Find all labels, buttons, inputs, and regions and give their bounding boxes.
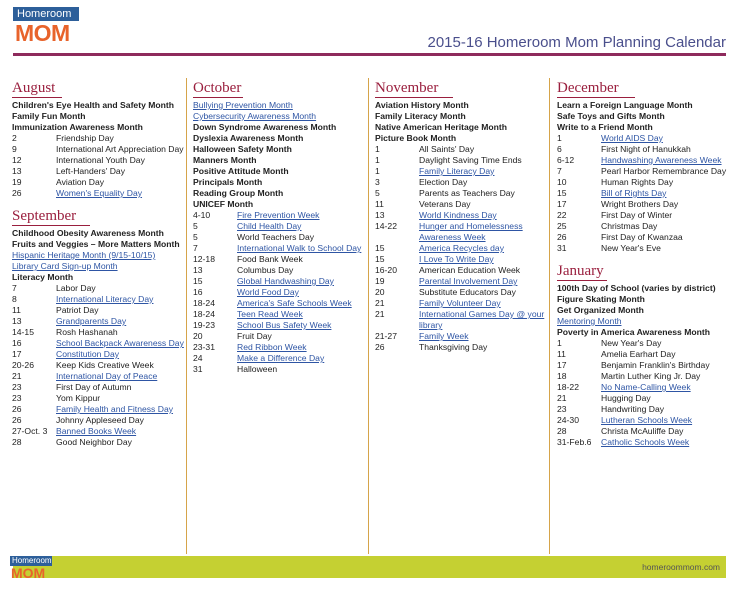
day-date: 27-Oct. 3 [12,426,48,436]
column-divider [368,78,369,554]
day-event-link[interactable]: School Bus Safety Week [237,320,332,330]
day-event: Johnny Appleseed Day [56,415,144,425]
day-row [375,166,551,177]
day-row [557,144,733,155]
day-date: 24 [193,353,203,363]
observance-label: Principals Month [193,177,263,187]
day-row [12,393,188,404]
day-event-link[interactable]: I Love To Write Day [419,254,494,264]
day-row [193,364,369,375]
day-date: 13 [375,210,385,220]
observance-label: UNICEF Month [193,199,254,209]
observance-label: Reading Group Month [193,188,284,198]
day-date: 23 [12,382,22,392]
observance-link[interactable]: Bullying Prevention Month [193,100,293,110]
day-event: Daylight Saving Time Ends [419,155,522,165]
day-date: 26 [557,232,567,242]
month-title: November [375,80,453,98]
section-gap [12,199,188,208]
day-event-link[interactable]: Parental Involvement Day [419,276,518,286]
day-date: 23 [557,404,567,414]
observance-label: Get Organized Month [557,305,644,315]
month-section-november [375,80,551,353]
month-section-december [557,80,733,254]
day-date: 7 [557,166,562,176]
day-event: Yom Kippur [56,393,101,403]
day-event: All Saints' Day [419,144,475,154]
day-event: Aviation Day [56,177,105,187]
day-date: 15 [375,254,385,264]
day-date: 13 [193,265,203,275]
day-date: 19-23 [193,320,215,330]
day-row [557,166,733,177]
day-date: 10 [557,177,567,187]
month-section-january [557,263,733,448]
day-row [193,342,369,353]
day-date: 18-22 [557,382,579,392]
day-row [557,382,733,393]
day-event: Human Rights Day [601,177,674,187]
day-row [193,287,369,298]
footer-url[interactable]: homeroommom.com [642,562,720,572]
month-title: December [557,80,635,98]
day-date: 12 [12,155,22,165]
day-date: 21 [375,309,385,319]
day-date: 15 [375,243,385,253]
day-row [557,133,733,144]
observance-link[interactable]: Cybersecurity Awareness Month [193,111,317,121]
day-event-link[interactable]: School Backpack Awareness Day [56,338,184,348]
day-row [193,243,369,254]
observance-label: Family Fun Month [12,111,86,121]
day-date: 8 [12,294,17,304]
day-event-link[interactable]: International Day of Peace [56,371,158,381]
day-event: International Youth Day [56,155,145,165]
day-event: Fruit Day [237,331,272,341]
observance-label: Native American Heritage Month [375,122,507,132]
day-row [375,221,551,243]
month-section-august [12,80,188,199]
day-row [12,133,188,144]
day-event-link[interactable]: Teen Read Week [237,309,303,319]
day-row [12,360,188,371]
day-date: 1 [557,133,562,143]
day-row [12,294,188,305]
day-row [193,331,369,342]
day-event: New Year's Eve [601,243,661,253]
day-event: First Day of Winter [601,210,673,220]
day-row [557,243,733,254]
day-event: Wright Brothers Day [601,199,679,209]
day-row [375,309,551,331]
day-row [193,353,369,364]
day-date: 20 [375,287,385,297]
day-date: 5 [193,221,198,231]
logo-top-mom: MOM [15,20,70,46]
day-date: 1 [375,166,380,176]
day-date: 21 [557,393,567,403]
observance-label: Picture Book Month [375,133,457,143]
observance-link[interactable]: Hispanic Heritage Month (9/15-10/15) [12,250,156,260]
column-nov [375,80,551,353]
day-event-link[interactable]: Fire Prevention Week [237,210,320,220]
day-event: Christa McAuliffe Day [601,426,684,436]
observance-label: Safe Toys and Gifts Month [557,111,665,121]
day-date: 16 [12,338,22,348]
day-row [557,349,733,360]
day-row [12,382,188,393]
day-row [193,265,369,276]
section-gap [557,254,733,263]
day-row [375,254,551,265]
day-event: Handwriting Day [601,404,665,414]
day-row [557,371,733,382]
day-event-link[interactable]: Red Ribbon Week [237,342,307,352]
day-row [375,188,551,199]
day-row [12,404,188,415]
day-event-link[interactable]: Family Literacy Day [419,166,495,176]
day-row [12,305,188,316]
day-date: 15 [557,188,567,198]
day-row [193,298,369,309]
day-row [12,371,188,382]
day-date: 28 [557,426,567,436]
observance-label: Aviation History Month [375,100,469,110]
day-event: Veterans Day [419,199,471,209]
logo-bottom-mom: MOM [11,565,46,581]
day-event: Halloween [237,364,278,374]
day-date: 1 [375,144,380,154]
day-date: 13 [12,316,22,326]
day-date: 17 [557,360,567,370]
observance-label: Family Literacy Month [375,111,466,121]
day-event-link[interactable]: Hunger and Homelessness Awareness Week [419,221,523,242]
day-event: Rosh Hashanah [56,327,118,337]
day-event-link[interactable]: International Walk to School Day [237,243,362,253]
day-event: Keep Kids Creative Week [56,360,154,370]
day-event: Columbus Day [237,265,294,275]
day-row [193,320,369,331]
observance-label: Halloween Safety Month [193,144,292,154]
day-event: International Art Appreciation Day [56,144,184,154]
observance-label: Fruits and Veggies – More Matters Month [12,239,180,249]
month-title: January [557,263,607,281]
day-date: 12-18 [193,254,215,264]
observance-link[interactable]: Library Card Sign-up Month [12,261,118,271]
day-date: 21-27 [375,331,397,341]
day-row [375,210,551,221]
footer-band [11,556,726,581]
day-event-link[interactable]: America's Safe Schools Week [237,298,352,308]
day-event-link[interactable]: Make a Difference Day [237,353,325,363]
day-row [557,155,733,166]
day-event: First Night of Hanukkah [601,144,691,154]
day-date: 28 [12,437,22,447]
day-date: 26 [375,342,385,352]
day-event: First Day of Kwanzaa [601,232,683,242]
day-date: 18-24 [193,309,215,319]
day-event-link[interactable]: Handwashing Awareness Week [601,155,722,165]
day-event: Food Bank Week [237,254,303,264]
day-date: 11 [557,349,566,359]
day-date: 26 [12,404,22,414]
day-row [12,155,188,166]
day-row [557,338,733,349]
day-date: 4-10 [193,210,211,220]
page-title: 2015-16 Homeroom Mom Planning Calendar [427,34,726,51]
day-row [12,426,188,437]
day-date: 25 [557,221,567,231]
day-event: Thanksgiving Day [419,342,488,352]
day-row [375,199,551,210]
day-row [12,166,188,177]
day-row [375,298,551,309]
logo-bottom [10,556,52,580]
day-event-link[interactable]: Constitution Day [56,349,120,359]
day-row [193,276,369,287]
month-title: September [12,208,90,226]
day-event-link[interactable]: World Food Day [237,287,299,297]
day-event: Amelia Earhart Day [601,349,676,359]
observance-label: 100th Day of School (varies by district) [557,283,716,293]
day-event: Martin Luther King Jr. Day [601,371,701,381]
day-event: Christmas Day [601,221,658,231]
day-event-link[interactable]: Family Week [419,331,469,341]
observance-label: Literacy Month [12,272,74,282]
day-row [193,309,369,320]
day-date: 6-12 [557,155,575,165]
day-date: 11 [375,199,384,209]
day-row [375,265,551,276]
day-row [193,210,369,221]
day-row [557,221,733,232]
day-date: 15 [193,276,203,286]
logo-bottom-text: Homeroom [12,556,52,565]
day-event: First Day of Autumn [56,382,132,392]
day-row [557,199,733,210]
day-date: 21 [12,371,22,381]
day-date: 1 [557,338,562,348]
month-title: August [12,80,62,98]
day-row [557,232,733,243]
day-event-link[interactable]: Women's Equality Day [56,188,143,198]
day-date: 13 [12,166,22,176]
day-row [12,144,188,155]
day-row [193,232,369,243]
column-dec-jan [557,80,733,448]
day-event: Pearl Harbor Remembrance Day [601,166,727,176]
day-date: 31 [193,364,203,374]
day-event-link[interactable]: World AIDS Day [601,133,663,143]
header-rule [13,53,726,56]
month-section-september [12,208,188,448]
observance-label: Immunization Awareness Month [12,122,143,132]
day-date: 7 [193,243,198,253]
month-title: October [193,80,242,96]
day-date: 18-24 [193,298,215,308]
day-row [12,316,188,327]
day-date: 6 [557,144,562,154]
day-event-link[interactable]: Global Handwashing Day [237,276,334,286]
day-event: New Year's Day [601,338,662,348]
day-event: Patriot Day [56,305,99,315]
day-date: 7 [12,283,17,293]
day-event-link[interactable]: International Literacy Day [56,294,154,304]
day-row [557,177,733,188]
observance-label: Children's Eye Health and Safety Month [12,100,175,110]
day-row [12,338,188,349]
day-event: Substitute Educators Day [419,287,516,297]
day-event: Friendship Day [56,133,114,143]
day-date: 21 [375,298,385,308]
day-row [375,276,551,287]
day-date: 31 [557,243,567,253]
column-aug-sep [12,80,188,448]
day-date: 20-26 [12,360,34,370]
logo-top [13,7,81,45]
column-oct [193,80,369,375]
day-event-link[interactable]: International Games Day @ your library [419,309,545,330]
day-row [375,243,551,254]
day-row [12,177,188,188]
logo-top-text: Homeroom [13,7,79,21]
column-divider [549,78,550,554]
day-row [375,342,551,353]
day-date: 24-30 [557,415,579,425]
day-date: 17 [557,199,567,209]
day-event-link[interactable]: No Name-Calling Week [601,382,691,392]
day-row [193,254,369,265]
observance-label: Down Syndrome Awareness Month [193,122,337,132]
day-date: 22 [557,210,567,220]
day-event: World Teachers Day [237,232,315,242]
day-date: 14-15 [12,327,34,337]
day-date: 5 [193,232,198,242]
day-row [12,415,188,426]
day-event-link[interactable]: World Kindness Day [419,210,497,220]
column-divider [186,78,187,554]
day-event: Labor Day [56,283,96,293]
day-date: 2 [12,133,17,143]
day-row [375,287,551,298]
day-date: 9 [12,144,17,154]
observance-label: Learn a Foreign Language Month [557,100,693,110]
day-event-link[interactable]: America Recycles day [419,243,505,253]
day-row [557,210,733,221]
day-event-link[interactable]: Family Health and Fitness Day [56,404,174,414]
day-date: 1 [375,155,380,165]
month-section-october [193,80,369,375]
day-date: 31-Feb.6 [557,437,592,447]
day-date: 17 [12,349,22,359]
observance-label: Positive Attitude Month [193,166,289,176]
observance-label: Poverty in America Awareness Month [557,327,710,337]
day-date: 20 [193,331,203,341]
day-event: American Education Week [419,265,521,275]
day-date: 26 [12,415,22,425]
observance-label: Dyslexia Awareness Month [193,133,304,143]
day-event-link[interactable]: Family Volunteer Day [419,298,501,308]
day-event: Left-Handers' Day [56,166,125,176]
day-row [12,327,188,338]
day-row [193,221,369,232]
day-event-link[interactable]: Lutheran Schools Week [601,415,693,425]
day-row [12,437,188,448]
day-row [557,393,733,404]
observance-label: Figure Skating Month [557,294,645,304]
day-date: 3 [375,177,380,187]
observance-label: Write to a Friend Month [557,122,653,132]
day-event-link[interactable]: Grandparents Day [56,316,127,326]
day-row [557,188,733,199]
day-row [557,437,733,448]
day-row [375,144,551,155]
day-row [557,426,733,437]
day-date: 11 [12,305,21,315]
observance-label: Childhood Obesity Awareness Month [12,228,164,238]
day-row [557,360,733,371]
day-row [12,188,188,199]
day-row [557,404,733,415]
day-event: Good Neighbor Day [56,437,132,447]
day-row [375,331,551,342]
day-event: Election Day [419,177,468,187]
observance-link[interactable]: Mentoring Month [557,316,622,326]
day-date: 19 [12,177,22,187]
observance-label: Manners Month [193,155,257,165]
day-date: 18 [557,371,567,381]
day-row [375,177,551,188]
day-date: 19 [375,276,385,286]
day-date: 16 [193,287,203,297]
day-date: 14-22 [375,221,397,231]
day-event: Parents as Teachers Day [419,188,515,198]
day-row [375,155,551,166]
day-event-link[interactable]: Bill of Rights Day [601,188,667,198]
day-row [12,349,188,360]
day-row [12,283,188,294]
day-event: Hugging Day [601,393,651,403]
day-event-link[interactable]: Banned Books Week [56,426,137,436]
day-event: Benjamin Franklin's Birthday [601,360,710,370]
day-date: 5 [375,188,380,198]
day-date: 26 [12,188,22,198]
day-date: 23-31 [193,342,215,352]
day-date: 23 [12,393,22,403]
day-event-link[interactable]: Catholic Schools Week [601,437,690,447]
day-date: 16-20 [375,265,397,275]
day-event-link[interactable]: Child Health Day [237,221,302,231]
day-row [557,415,733,426]
